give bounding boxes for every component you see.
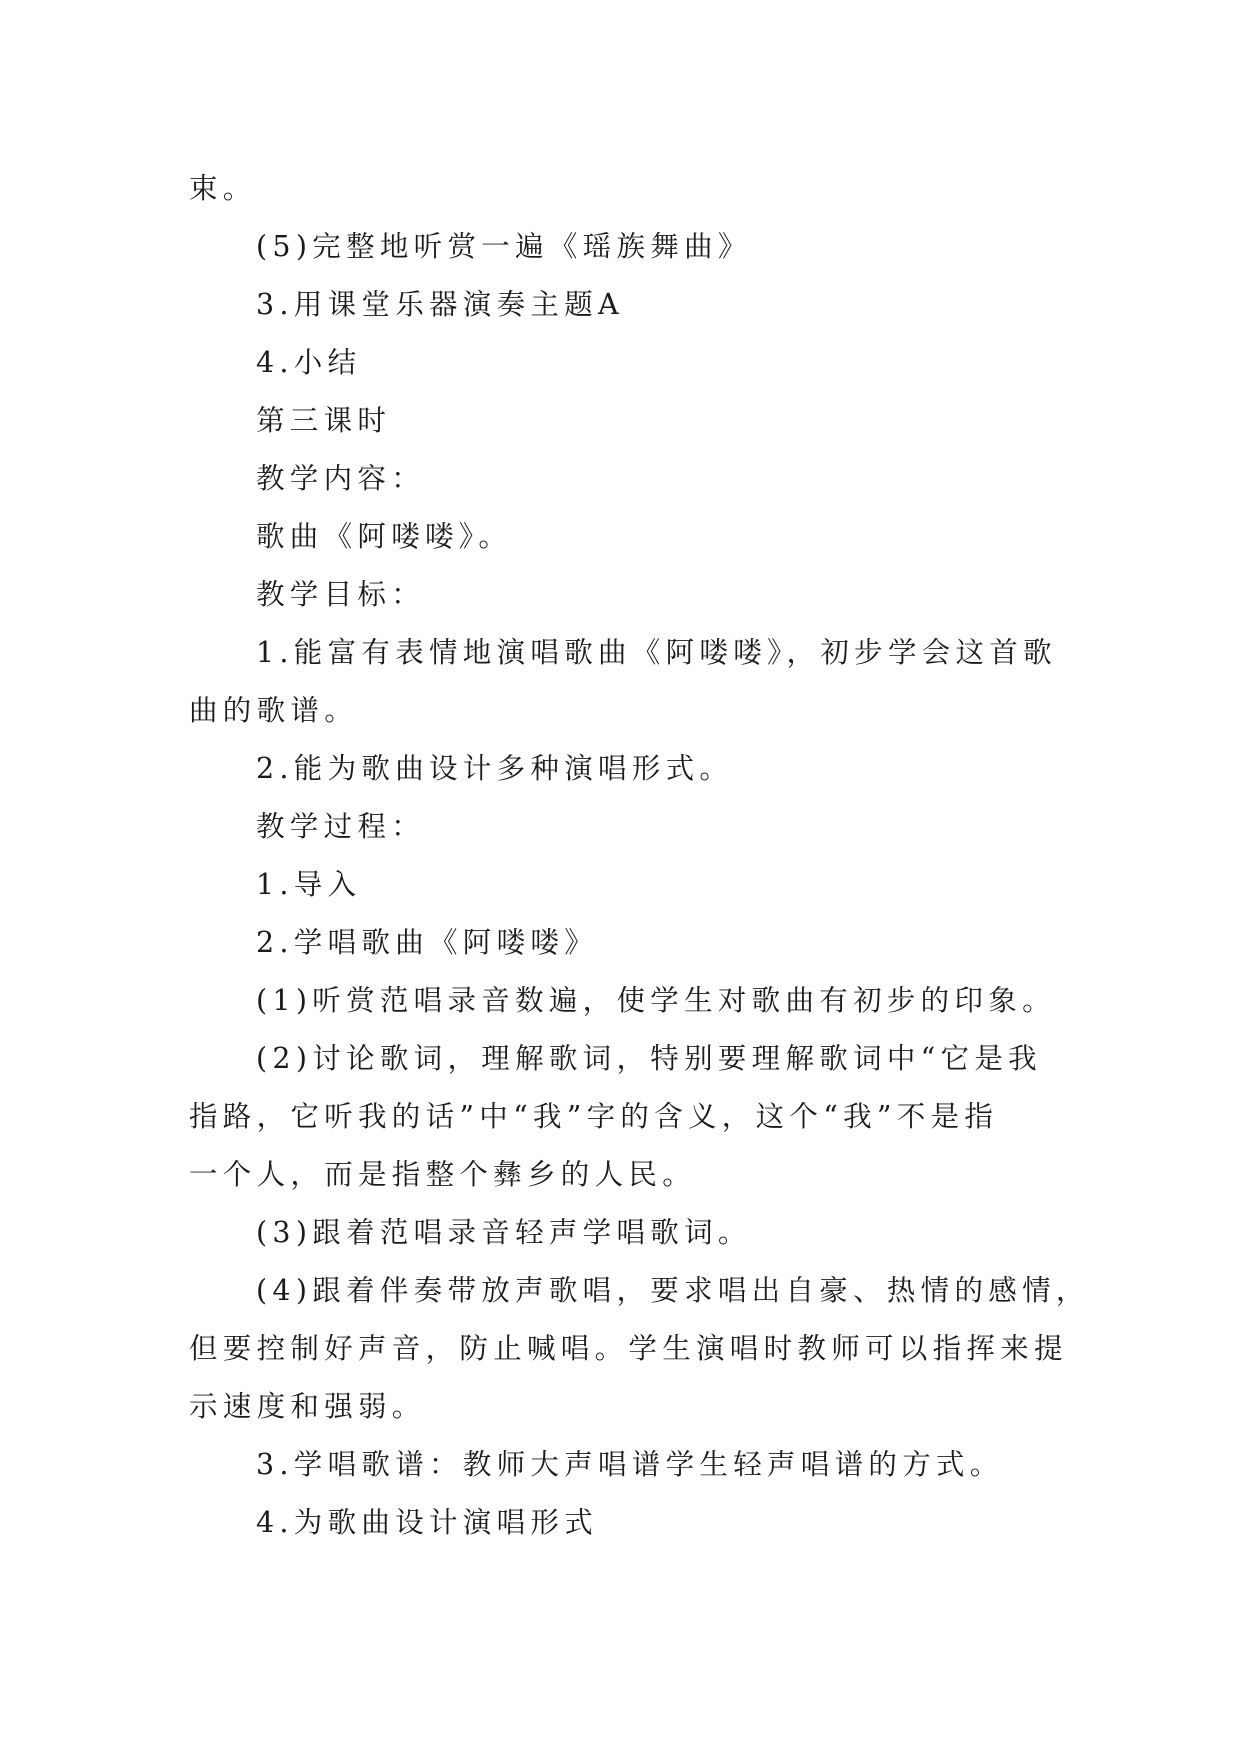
- text-line: (2)讨论歌词，理解歌词，特别要理解歌词中“它是我: [256, 1042, 1042, 1075]
- section-heading: 第三课时: [256, 404, 392, 437]
- text-line: 1.导入: [256, 868, 362, 901]
- text-line: (5)完整地听赏一遍《瑶族舞曲》: [256, 230, 752, 263]
- text-line: 3.用课堂乐器演奏主题A: [256, 288, 624, 321]
- text-line: 4.为歌曲设计演唱形式: [256, 1506, 598, 1539]
- text-line: 教学目标：: [256, 578, 426, 611]
- text-line: 曲的歌谱。: [189, 694, 359, 727]
- text-line: (3)跟着范唱录音轻声学唱歌词。: [256, 1216, 752, 1249]
- text-line: 2.学唱歌曲《阿喽喽》: [256, 926, 598, 959]
- document-body: [189, 160, 1090, 1552]
- text-line: 束。: [189, 172, 257, 205]
- text-line: 2.能为歌曲设计多种演唱形式。: [256, 752, 734, 785]
- text-line: 教学内容：: [256, 462, 426, 495]
- text-line: 一个人，而是指整个彝乡的人民。: [189, 1158, 697, 1191]
- text-line: (1)听赏范唱录音数遍，使学生对歌曲有初步的印象。: [256, 984, 1056, 1017]
- text-line: 指路，它听我的话”中“我”字的含义，这个“我”不是指: [189, 1100, 999, 1133]
- text-line: 但要控制好声音，防止喊唱。学生演唱时教师可以指挥来提: [189, 1332, 1068, 1365]
- text-line: 1.能富有表情地演唱歌曲《阿喽喽》，初步学会这首歌: [256, 636, 1057, 669]
- text-line: 歌曲《阿喽喽》。: [256, 520, 513, 553]
- text-line: 3.学唱歌谱：教师大声唱谱学生轻声唱谱的方式。: [256, 1448, 1004, 1481]
- text-line: 教学过程：: [256, 810, 426, 843]
- text-line: 示速度和强弱。: [189, 1390, 426, 1423]
- text-line: (4)跟着伴奏带放声歌唱，要求唱出自豪、热情的感情，: [256, 1274, 1090, 1307]
- text-line: 4.小结: [256, 346, 362, 379]
